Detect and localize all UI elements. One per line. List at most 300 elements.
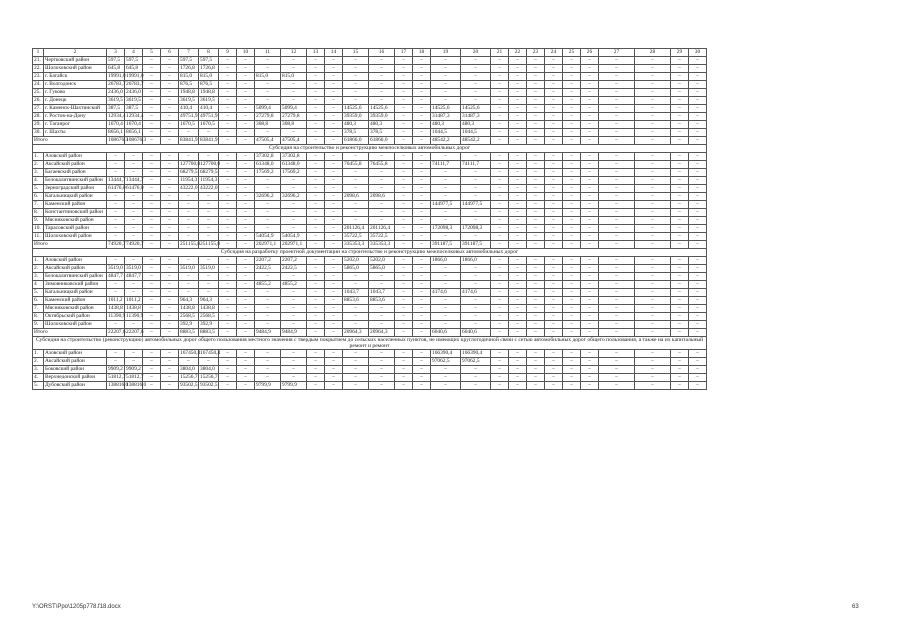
district-name: Константиновский район bbox=[44, 209, 107, 217]
table-cell: – bbox=[671, 105, 689, 113]
table-cell: – bbox=[509, 257, 527, 265]
table-cell: 5202,0 bbox=[343, 257, 369, 265]
table-cell: 1043,7 bbox=[369, 289, 395, 297]
table-cell: 97062,5 bbox=[461, 358, 491, 366]
table-cell: – bbox=[237, 313, 255, 321]
table-cell: – bbox=[125, 193, 143, 201]
table-cell: – bbox=[599, 321, 635, 329]
table-cell: – bbox=[461, 209, 491, 217]
table-cell: – bbox=[281, 65, 307, 73]
table-cell: 1866,0 bbox=[461, 257, 491, 265]
table-cell: – bbox=[161, 209, 179, 217]
table-cell: 4847,7 bbox=[108, 273, 123, 279]
row-number: 27. bbox=[33, 105, 44, 113]
table-cell: – bbox=[237, 201, 255, 209]
district-name: г. Батайск bbox=[44, 73, 107, 81]
district-name: Аксайский район bbox=[44, 358, 107, 366]
table-cell: – bbox=[413, 121, 431, 129]
table-cell: – bbox=[237, 73, 255, 81]
column-number-17: 17 bbox=[395, 49, 413, 57]
table-cell: – bbox=[545, 121, 563, 129]
section-heading-row bbox=[33, 249, 707, 257]
district-name: Зерноградский район bbox=[44, 185, 107, 193]
row-number: 26. bbox=[33, 97, 44, 105]
table-cell: – bbox=[395, 273, 413, 281]
table-row bbox=[33, 113, 707, 121]
table-cell: – bbox=[307, 358, 325, 366]
table-cell: – bbox=[161, 161, 179, 169]
table-cell: – bbox=[307, 89, 325, 97]
table-cell: – bbox=[325, 113, 343, 121]
table-cell: – bbox=[509, 121, 527, 129]
table-row bbox=[33, 358, 707, 366]
table-cell: – bbox=[199, 193, 219, 201]
table-cell: – bbox=[107, 161, 125, 169]
table-cell: – bbox=[563, 105, 581, 113]
table-cell: – bbox=[671, 153, 689, 161]
table-cell: 2207,2 bbox=[255, 257, 281, 265]
table-cell: – bbox=[491, 65, 509, 73]
table-cell: – bbox=[413, 297, 431, 305]
table-cell: – bbox=[671, 121, 689, 129]
table-cell: – bbox=[281, 129, 307, 137]
table-cell: – bbox=[237, 225, 255, 233]
table-cell: – bbox=[527, 177, 545, 185]
table-cell: – bbox=[307, 57, 325, 65]
table-cell: – bbox=[491, 382, 509, 390]
table-cell: – bbox=[219, 350, 237, 358]
table-cell: 17569,2 bbox=[281, 169, 307, 177]
table-cell: – bbox=[671, 81, 689, 89]
table-cell: – bbox=[107, 209, 125, 217]
table-cell: – bbox=[219, 374, 237, 382]
row-number: 4. bbox=[33, 177, 44, 185]
row-number: 5. bbox=[33, 289, 44, 297]
table-cell: – bbox=[325, 217, 343, 225]
table-cell: – bbox=[395, 201, 413, 209]
table-cell: 48542,2 bbox=[461, 137, 491, 145]
table-cell: – bbox=[413, 89, 431, 97]
table-cell: – bbox=[671, 281, 689, 289]
table-cell: – bbox=[161, 57, 179, 65]
table-cell: – bbox=[461, 89, 491, 97]
table-cell: – bbox=[509, 265, 527, 273]
table-cell: – bbox=[509, 374, 527, 382]
table-cell: – bbox=[281, 305, 307, 313]
district-name: Азовский район bbox=[44, 257, 107, 265]
table-cell: – bbox=[219, 313, 237, 321]
subsidy-table bbox=[32, 48, 707, 390]
table-cell: – bbox=[671, 273, 689, 281]
table-cell: 378,5 bbox=[369, 129, 395, 137]
table-cell: – bbox=[255, 366, 281, 374]
table-cell: – bbox=[431, 89, 461, 97]
table-cell: – bbox=[143, 209, 161, 217]
table-cell: 138816,0 bbox=[108, 382, 129, 389]
table-cell: – bbox=[161, 65, 179, 73]
table-cell: – bbox=[461, 366, 491, 374]
table-cell: – bbox=[325, 225, 343, 233]
table-cell: – bbox=[563, 281, 581, 289]
table-row bbox=[33, 185, 707, 193]
table-cell: – bbox=[671, 137, 689, 145]
table-cell: – bbox=[413, 241, 431, 249]
table-cell: – bbox=[179, 257, 199, 265]
table-cell: – bbox=[281, 313, 307, 321]
table-cell: 19991,0 bbox=[108, 73, 126, 79]
table-cell: 2568,5 bbox=[199, 313, 219, 321]
column-number-28: 28 bbox=[635, 49, 671, 57]
table-cell: – bbox=[581, 313, 599, 321]
table-cell: – bbox=[671, 289, 689, 297]
table-cell: – bbox=[599, 382, 635, 390]
table-cell: – bbox=[599, 209, 635, 217]
table-cell: 480,3 bbox=[431, 121, 461, 129]
table-cell: 74920,7 bbox=[126, 241, 144, 247]
table-cell: – bbox=[395, 329, 413, 337]
table-cell: – bbox=[107, 233, 125, 241]
section-heading: Субсидия на строительство и реконструкцию межпоселковых автомобильных дорог bbox=[33, 145, 707, 153]
table-cell: – bbox=[671, 350, 689, 358]
table-cell: – bbox=[581, 185, 599, 193]
table-cell: 876,5 bbox=[179, 81, 199, 89]
table-cell: – bbox=[219, 382, 237, 390]
table-cell: – bbox=[671, 313, 689, 321]
table-cell: – bbox=[431, 273, 461, 281]
table-cell: – bbox=[563, 217, 581, 225]
table-cell: – bbox=[581, 321, 599, 329]
table-cell: – bbox=[395, 169, 413, 177]
table-cell: – bbox=[545, 129, 563, 137]
table-cell: – bbox=[179, 193, 199, 201]
table-cell: – bbox=[161, 137, 179, 145]
table-cell: – bbox=[143, 89, 161, 97]
table-cell: – bbox=[325, 233, 343, 241]
table-cell: – bbox=[343, 217, 369, 225]
table-cell: 5202,0 bbox=[369, 257, 395, 265]
table-cell: 27279,8 bbox=[281, 113, 307, 121]
table-cell: 11954,3 bbox=[180, 177, 198, 183]
row-number: 3. bbox=[33, 169, 44, 177]
table-cell: – bbox=[689, 366, 707, 374]
district-name: Шолоховский район bbox=[44, 233, 107, 241]
table-cell: 19991,0 bbox=[126, 73, 144, 79]
table-cell: – bbox=[671, 57, 689, 65]
table-cell: – bbox=[671, 366, 689, 374]
table-cell: – bbox=[107, 281, 125, 289]
table-cell: – bbox=[161, 113, 179, 121]
table-cell: – bbox=[413, 105, 431, 113]
table-cell: – bbox=[413, 233, 431, 241]
table-cell: – bbox=[237, 321, 255, 329]
table-cell: – bbox=[125, 358, 143, 366]
table-cell: – bbox=[161, 297, 179, 305]
table-cell: – bbox=[219, 289, 237, 297]
table-cell: 35722,5 bbox=[369, 233, 395, 241]
table-row bbox=[33, 105, 707, 113]
table-cell: – bbox=[143, 225, 161, 233]
table-cell: – bbox=[563, 273, 581, 281]
table-cell: – bbox=[581, 350, 599, 358]
table-cell: – bbox=[635, 137, 671, 145]
table-cell: – bbox=[307, 281, 325, 289]
table-cell: – bbox=[509, 81, 527, 89]
table-cell: – bbox=[563, 161, 581, 169]
table-cell: – bbox=[689, 89, 707, 97]
table-cell: – bbox=[255, 185, 281, 193]
table-cell: – bbox=[461, 81, 491, 89]
table-cell: – bbox=[255, 273, 281, 281]
table-cell: – bbox=[581, 382, 599, 390]
table-cell: – bbox=[219, 321, 237, 329]
table-cell: 5865,0 bbox=[343, 265, 369, 273]
table-cell: – bbox=[107, 289, 125, 297]
table-cell: 480,3 bbox=[343, 121, 369, 129]
table-cell: – bbox=[491, 105, 509, 113]
table-cell: – bbox=[527, 57, 545, 65]
table-cell: 51812,7 bbox=[126, 374, 144, 381]
table-cell: – bbox=[107, 257, 125, 265]
table-cell: – bbox=[563, 313, 581, 321]
table-cell: – bbox=[527, 273, 545, 281]
table-cell: – bbox=[307, 177, 325, 185]
table-cell: – bbox=[343, 89, 369, 97]
total-label: Итого bbox=[33, 137, 107, 145]
table-cell: – bbox=[143, 273, 161, 281]
table-cell: – bbox=[237, 350, 255, 358]
table-cell: – bbox=[635, 169, 671, 177]
column-number-10: 10 bbox=[237, 49, 255, 57]
table-cell: – bbox=[671, 161, 689, 169]
table-cell: – bbox=[325, 65, 343, 73]
table-cell: – bbox=[689, 81, 707, 89]
table-cell: 47505,4 bbox=[281, 137, 307, 145]
table-cell: – bbox=[689, 321, 707, 329]
table-cell: – bbox=[635, 209, 671, 217]
table-cell: 31487,3 bbox=[461, 113, 491, 121]
table-cell: – bbox=[143, 358, 161, 366]
table-cell: – bbox=[689, 153, 707, 161]
table-cell: – bbox=[307, 297, 325, 305]
table-cell: – bbox=[395, 366, 413, 374]
table-cell: – bbox=[369, 217, 395, 225]
table-cell: – bbox=[413, 321, 431, 329]
table-cell: – bbox=[509, 305, 527, 313]
table-cell: – bbox=[563, 81, 581, 89]
table-cell: – bbox=[413, 81, 431, 89]
table-cell: – bbox=[237, 233, 255, 241]
table-cell: – bbox=[635, 358, 671, 366]
table-cell: – bbox=[689, 113, 707, 121]
table-cell: – bbox=[671, 201, 689, 209]
row-number: 24. bbox=[33, 81, 44, 89]
table-cell: – bbox=[491, 313, 509, 321]
table-cell: – bbox=[635, 113, 671, 121]
table-cell: 172098,3 bbox=[431, 225, 461, 233]
table-cell: – bbox=[509, 105, 527, 113]
table-cell: 815,0 bbox=[179, 73, 199, 81]
table-cell: – bbox=[199, 153, 219, 161]
table-cell: – bbox=[395, 57, 413, 65]
table-cell: – bbox=[509, 209, 527, 217]
table-cell: – bbox=[413, 374, 431, 382]
table-cell: – bbox=[491, 193, 509, 201]
table-cell: – bbox=[307, 305, 325, 313]
table-cell: – bbox=[219, 193, 237, 201]
table-cell: – bbox=[325, 57, 343, 65]
district-name: Кагальницкий район bbox=[44, 193, 107, 201]
table-cell: – bbox=[281, 57, 307, 65]
table-cell: 27279,8 bbox=[255, 113, 281, 121]
district-name: г. Ростов-на-Дону bbox=[44, 113, 107, 121]
table-cell: 9799,9 bbox=[281, 382, 307, 390]
table-cell: – bbox=[325, 366, 343, 374]
table-cell: – bbox=[581, 57, 599, 65]
table-cell: – bbox=[527, 201, 545, 209]
table-cell: – bbox=[325, 350, 343, 358]
row-number: 8. bbox=[33, 209, 44, 217]
table-cell: – bbox=[307, 193, 325, 201]
table-cell: – bbox=[369, 209, 395, 217]
table-cell: 2422,5 bbox=[281, 265, 307, 273]
table-cell: – bbox=[599, 185, 635, 193]
table-cell: – bbox=[161, 257, 179, 265]
table-cell: – bbox=[491, 97, 509, 105]
table-cell: – bbox=[431, 73, 461, 81]
table-cell: 127700,0 bbox=[200, 161, 221, 167]
table-cell: – bbox=[413, 185, 431, 193]
table-cell: 480,3 bbox=[369, 121, 395, 129]
table-cell: – bbox=[689, 169, 707, 177]
table-cell: – bbox=[491, 121, 509, 129]
table-cell: 167450,4 bbox=[200, 350, 221, 357]
table-cell: – bbox=[369, 81, 395, 89]
table-cell: – bbox=[545, 65, 563, 73]
table-cell: – bbox=[395, 289, 413, 297]
table-cell: – bbox=[689, 177, 707, 185]
table-cell: – bbox=[491, 297, 509, 305]
table-row bbox=[33, 281, 707, 289]
table-cell: 391187,5 bbox=[461, 241, 491, 249]
table-cell: – bbox=[107, 321, 125, 329]
row-number: 9. bbox=[33, 321, 44, 329]
table-cell: – bbox=[563, 241, 581, 249]
table-cell: – bbox=[689, 57, 707, 65]
table-cell: – bbox=[599, 121, 635, 129]
row-number: 1. bbox=[33, 350, 44, 358]
table-cell: – bbox=[369, 89, 395, 97]
table-cell: – bbox=[509, 321, 527, 329]
district-name: Азовский район bbox=[44, 350, 107, 358]
table-cell: – bbox=[509, 177, 527, 185]
row-number: 25. bbox=[33, 89, 44, 97]
table-cell: – bbox=[281, 209, 307, 217]
table-cell: – bbox=[599, 265, 635, 273]
table-cell: – bbox=[527, 382, 545, 390]
district-name: Мясниковский район bbox=[44, 305, 107, 313]
table-cell: – bbox=[143, 265, 161, 273]
table-cell: 1726,8 bbox=[199, 65, 219, 73]
table-cell: – bbox=[395, 121, 413, 129]
table-cell: – bbox=[581, 129, 599, 137]
table-cell: – bbox=[343, 153, 369, 161]
table-cell: – bbox=[689, 129, 707, 137]
table-cell: – bbox=[237, 281, 255, 289]
table-cell: 37302,8 bbox=[281, 153, 307, 161]
table-cell: – bbox=[545, 209, 563, 217]
table-cell: 410,4 bbox=[179, 105, 199, 113]
table-cell: – bbox=[671, 209, 689, 217]
table-cell: – bbox=[161, 350, 179, 358]
table-cell: – bbox=[563, 350, 581, 358]
table-cell: – bbox=[125, 161, 143, 169]
row-number: 9. bbox=[33, 217, 44, 225]
table-cell: – bbox=[255, 81, 281, 89]
column-number-27: 27 bbox=[599, 49, 635, 57]
district-name: Чертковский район bbox=[44, 57, 107, 65]
table-cell: – bbox=[431, 297, 461, 305]
table-cell: – bbox=[563, 358, 581, 366]
table-cell: – bbox=[491, 305, 509, 313]
row-number: 5. bbox=[33, 185, 44, 193]
section-heading-row bbox=[33, 337, 707, 350]
table-cell: – bbox=[527, 233, 545, 241]
table-cell: – bbox=[369, 281, 395, 289]
table-cell: – bbox=[395, 358, 413, 366]
table-cell: – bbox=[143, 73, 161, 81]
table-cell: – bbox=[413, 281, 431, 289]
table-cell: – bbox=[581, 121, 599, 129]
row-number: 1. bbox=[33, 257, 44, 265]
table-cell: – bbox=[161, 129, 179, 137]
table-cell: – bbox=[581, 97, 599, 105]
table-cell: – bbox=[143, 177, 161, 185]
table-cell: – bbox=[509, 193, 527, 201]
table-cell: – bbox=[527, 89, 545, 97]
column-number-15: 15 bbox=[343, 49, 369, 57]
table-cell: – bbox=[563, 305, 581, 313]
table-cell: 3619,5 bbox=[126, 97, 141, 103]
table-cell: – bbox=[343, 374, 369, 382]
table-cell: – bbox=[671, 329, 689, 337]
table-cell: – bbox=[461, 193, 491, 201]
table-cell: – bbox=[491, 273, 509, 281]
table-cell: – bbox=[307, 121, 325, 129]
table-cell: – bbox=[237, 105, 255, 113]
column-number-8: 8 bbox=[199, 49, 219, 57]
row-number: 10. bbox=[33, 225, 44, 233]
footer-page-number: 63 bbox=[852, 604, 859, 610]
table-cell: – bbox=[563, 137, 581, 145]
row-number: 23. bbox=[33, 73, 44, 81]
table-cell: – bbox=[527, 193, 545, 201]
table-cell: – bbox=[581, 366, 599, 374]
table-cell: – bbox=[671, 225, 689, 233]
table-cell: 61348,0 bbox=[255, 161, 281, 169]
table-cell: – bbox=[107, 358, 125, 366]
table-cell: – bbox=[671, 113, 689, 121]
table-row bbox=[33, 153, 707, 161]
table-cell: – bbox=[143, 185, 161, 193]
table-cell: – bbox=[413, 129, 431, 137]
table-cell: – bbox=[219, 297, 237, 305]
table-cell: – bbox=[219, 265, 237, 273]
table-cell: – bbox=[527, 185, 545, 193]
table-cell: – bbox=[219, 225, 237, 233]
table-cell: – bbox=[527, 350, 545, 358]
table-cell: – bbox=[143, 313, 161, 321]
table-cell: 166390,4 bbox=[461, 350, 491, 358]
